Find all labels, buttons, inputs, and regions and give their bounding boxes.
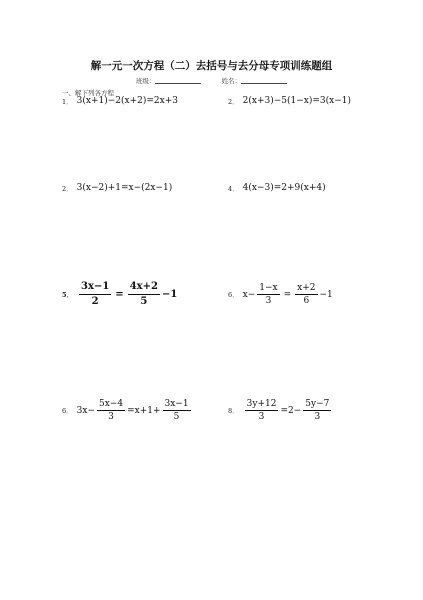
- problem-2: [228, 96, 351, 106]
- denominator: 6: [303, 296, 310, 306]
- operator: =: [283, 289, 292, 300]
- numerator: 5x−4: [98, 399, 124, 409]
- equation-middle: =2−: [280, 405, 302, 416]
- numerator: x+2: [297, 283, 316, 293]
- denominator: 2: [91, 296, 99, 307]
- class-label: 班级：: [135, 77, 156, 85]
- problem-7: [62, 398, 193, 423]
- equation-tail: −1: [319, 289, 333, 300]
- denominator: 3: [314, 412, 321, 422]
- section-heading: 一、解下列各方程: [62, 89, 114, 97]
- denominator: 3: [258, 412, 265, 422]
- class-blank: [155, 76, 201, 84]
- equation-middle: =x+1+: [127, 405, 161, 416]
- denominator: 3: [265, 296, 272, 306]
- page-title: 解一元一次方程（二）去括号与去分母专项训练题组: [90, 60, 333, 72]
- numerator: 1−x: [259, 283, 278, 293]
- name-label: 姓名：: [221, 77, 242, 85]
- denominator: 5: [173, 412, 180, 422]
- problem-number: 6．: [228, 291, 239, 299]
- problem-number: 8．: [228, 407, 239, 415]
- problem-number: 2．: [228, 97, 239, 106]
- numerator: 3y+12: [246, 399, 277, 409]
- equation-prefix: x−: [242, 289, 256, 300]
- equation-tail: −1: [161, 289, 178, 300]
- equation: 3(x−2)+1=x−(2x−1): [76, 183, 173, 193]
- student-info-line: [0, 76, 423, 85]
- problem-number: 4．: [228, 184, 239, 193]
- numerator: 4x+2: [128, 280, 160, 295]
- problem-5: [62, 280, 177, 309]
- numerator: 5y−7: [305, 399, 330, 409]
- numerator: 3x−1: [164, 399, 189, 409]
- equation: 4(x−3)=2+9(x+4): [242, 183, 326, 193]
- problem-6: [228, 282, 333, 307]
- fraction: [257, 282, 279, 307]
- problem-number: 6．: [62, 407, 73, 415]
- problem-3: [62, 183, 172, 193]
- problem-1: [62, 96, 178, 106]
- operator: =: [115, 289, 124, 300]
- fraction: [79, 280, 111, 309]
- problem-number: 5．: [62, 291, 74, 299]
- problem-4: [228, 183, 326, 193]
- equation-prefix: 3x−: [76, 405, 95, 416]
- problem-8: [228, 398, 333, 423]
- fraction: [163, 398, 191, 423]
- fraction: [245, 398, 279, 423]
- fraction: [97, 398, 125, 423]
- name-blank: [241, 76, 287, 84]
- numerator: 3x−1: [79, 280, 111, 295]
- fraction: [128, 280, 160, 309]
- equation: 2(x+3)−5(1−x)=3(x−1): [242, 96, 351, 106]
- denominator: 3: [108, 412, 114, 422]
- problem-number: 2．: [62, 184, 73, 193]
- fraction: [295, 282, 317, 307]
- problem-number: 1．: [62, 97, 73, 106]
- denominator: 5: [140, 296, 148, 307]
- equation: 3(x+1)−2(x+2)=2x+3: [76, 96, 178, 106]
- fraction: [303, 398, 331, 423]
